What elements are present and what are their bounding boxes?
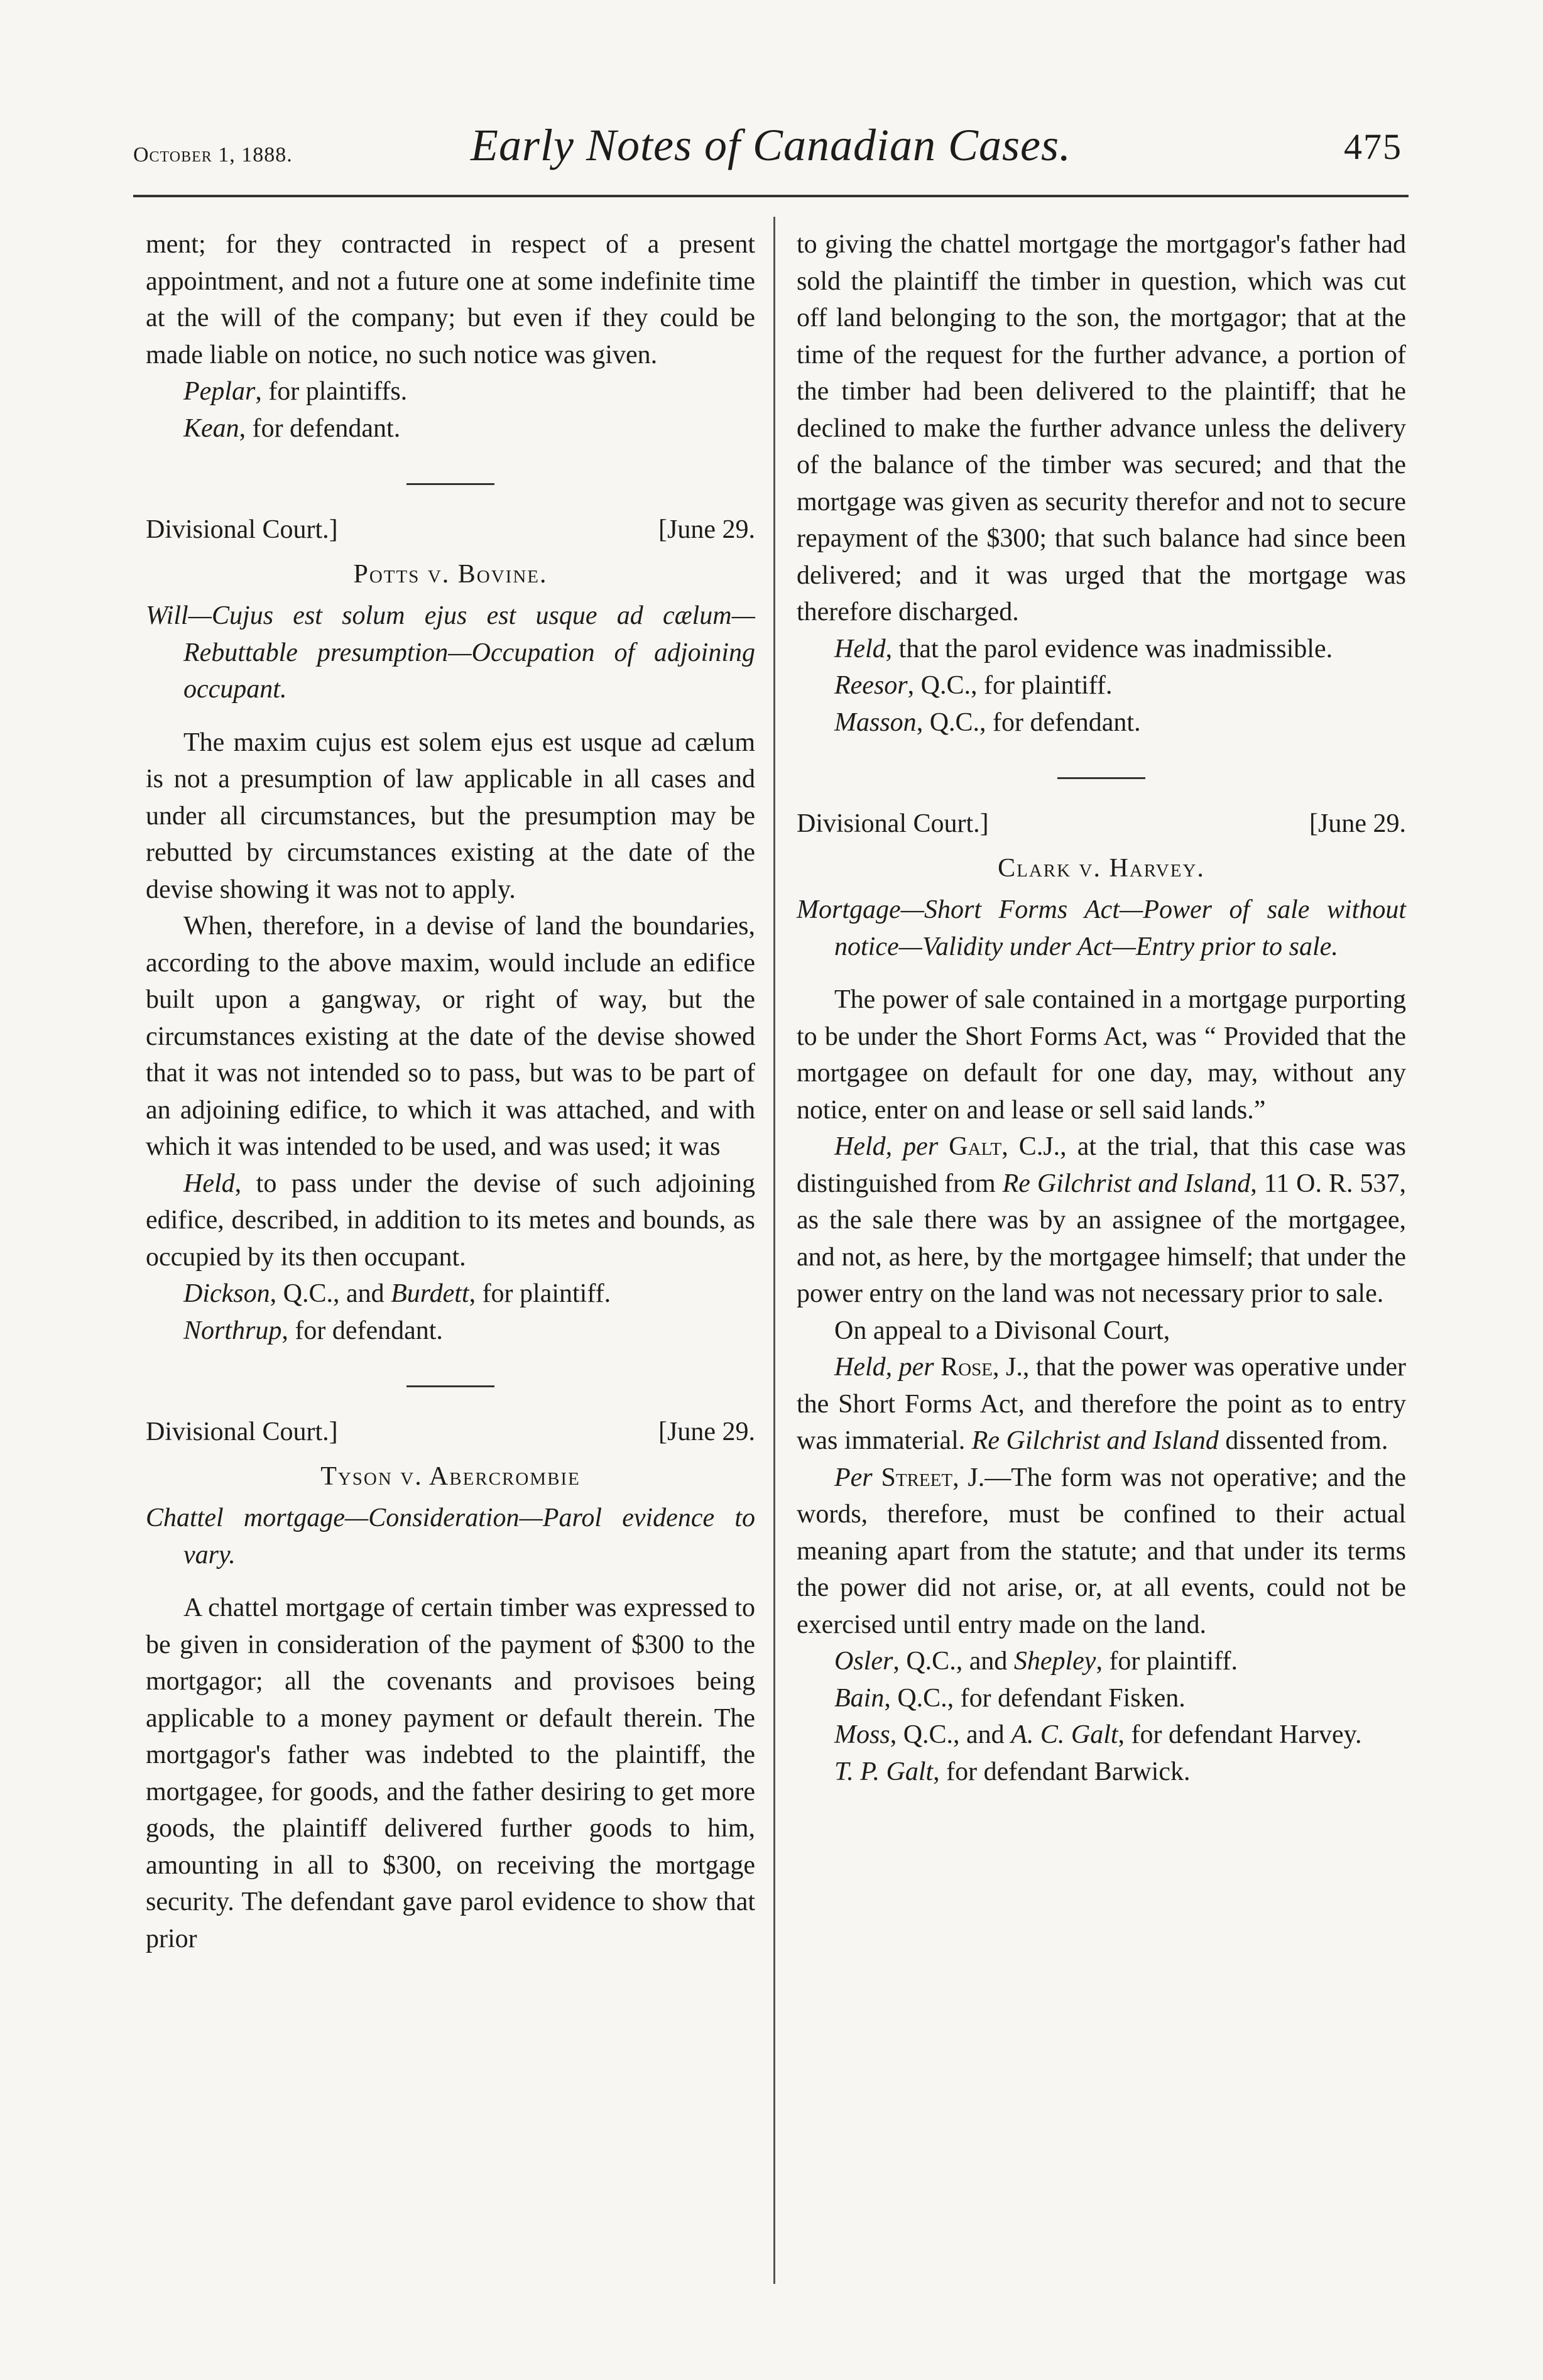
right-column [797,226,1406,1790]
issue-date: October 1, 1888. [133,143,293,166]
continued-paragraph: to giving the chattel mortgage the mortgagor's father had sold the plaintiff the timber in question, which was cut off land belonging to the son, the mortgagor; that at the time of the request for the further advance, a portion of the timber had been delivered to the plaintiff; that he declined to make the further advance unless the delivery of the balance of the timber was secured; and that the mortgage was given as security therefor and not to secure repayment of the $300; that such balance had since been delivered; and it was urged that the mortgage was therefore discharged. [797,230,1406,626]
page-header [133,119,1409,188]
held-text: , to pass under the devise of such adjoining edifice, described, in addition to its metes and bounds, as occupied by its then occupant. [146,1169,755,1272]
counsel-line [146,410,755,447]
case-headnote: Chattel mortgage—Consideration—Parol evidence to vary. [146,1504,755,1569]
counsel-name: Osler [834,1647,893,1676]
per-paragraph [797,1460,1406,1644]
held-text: , 11 O. R. 537, as the sale there was by an assignee of the mortgagee, and not, as here, by the mortgagee himself; that under the power entry on the land was not necessary prior to sale. [797,1169,1406,1308]
court-line [146,511,755,549]
counsel-name: Dickson [183,1279,270,1308]
held-text: , J., that the power was operative under the Short Forms Act, and therefore the point as to entry was immaterial. [797,1353,1406,1455]
continued-paragraph: ment; for they contracted in respect of a present appointment, and not a future one at some indefinite time at the will of the company; but even if they could be made liable on notice, no such notice was given. [146,230,755,369]
counsel-role: , for defendant. [239,413,401,443]
counsel-role: , for plaintiff. [1096,1647,1238,1676]
section-separator [406,1385,494,1387]
counsel-line [797,704,1406,741]
section-separator [406,483,494,485]
held-label: Held [183,1169,235,1198]
counsel-line [797,1717,1406,1754]
case-headnote: Mortgage—Short Forms Act—Power of sale without notice—Validity under Act—Entry prior to sale. [797,895,1406,961]
judge-name: Galt [949,1132,1002,1161]
journal-title: Early Notes of Canadian Cases. [470,120,1071,170]
held-paragraph [797,631,1406,668]
counsel-role: , Q.C., for defendant. [916,707,1141,737]
decision-date: [June 29. [658,1417,755,1446]
counsel-line [146,373,755,410]
cited-case: Re Gilchrist and Island [1002,1169,1251,1198]
counsel-role: , for defendant Barwick. [933,1757,1191,1786]
appeal-paragraph: On appeal to a Divisonal Court, [834,1316,1170,1345]
case-title: Potts v. Bovine. [353,559,548,589]
counsel-role: , Q.C., and [890,1720,1011,1749]
counsel-role: , for defendant Harvey. [1118,1720,1362,1749]
held-text: , that the parol evidence was inadmissible. [885,634,1333,663]
court-line [146,1414,755,1451]
per-label: Per [834,1463,873,1492]
counsel-connector: , Q.C., and [270,1279,391,1308]
held-label: Held, per [834,1353,934,1382]
section-separator [1057,777,1145,779]
counsel-role: , Q.C., for plaintiff. [907,671,1113,700]
counsel-role: , for plaintiffs. [255,377,408,406]
judge-name: Street [881,1463,953,1492]
case-paragraph: The maxim cujus est solem ejus est usque ad cælum is not a presumption of law applicable in all cases and under all circumstances, but the presumption may be rebutted by circumstances existing at the date of the devise showing it was not to apply. [146,728,755,904]
held-text: , C.J., at the trial, that this case was distinguished from [797,1132,1406,1198]
held-text: dissented from. [1218,1426,1388,1455]
held-paragraph [797,1349,1406,1460]
per-text: , J.—The form was not operative; and the words, therefore, must be confined to their actual meaning apart from the statute; and that under its terms the power did not arise, or, at all events, could not be exercised until entry made on the land. [797,1463,1407,1639]
held-label: Held, per [834,1132,939,1161]
held-label: Held [834,634,886,663]
counsel-role: , Q.C., for defendant Fisken. [884,1683,1186,1713]
counsel-name: T. P. Galt [834,1757,934,1786]
cited-case: Re Gilchrist and Island [971,1426,1219,1455]
counsel-name: Reesor [834,671,908,700]
court-line [797,805,1406,843]
counsel-name: Moss [834,1720,890,1749]
counsel-name: Peplar [183,377,256,406]
counsel-role: , for defendant. [281,1316,443,1345]
counsel-role: , Q.C., and [893,1647,1014,1676]
case-paragraph: The power of sale contained in a mortgage purporting to be under the Short Forms Act, was “ Provided that the mortgagee on default for one day, may, without any notice, enter on and lease or sell said lands.” [797,985,1406,1125]
page-number: 475 [1344,126,1402,167]
counsel-role: , for plaintiff. [469,1279,611,1308]
counsel-line [797,1754,1406,1791]
counsel-name: Shepley [1013,1647,1096,1676]
counsel-line [146,1275,755,1313]
court-name: Divisional Court.] [146,515,338,544]
court-name: Divisional Court.] [146,1417,338,1446]
decision-date: [June 29. [1309,809,1406,838]
case-paragraph: A chattel mortgage of certain timber was expressed to be given in consideration of the payment of $300 to the mortgagor; all the covenants and provisoes being applicable to a money payment or default therein. The mortgagor's father was indebted to the plaintiff, the mortgagee, for goods, and the father desiring to get more goods, the plaintiff delivered further goods to him, amounting in all to $300, on receiving the mortgage security. The defendant gave parol evidence to show that prior [146,1593,755,1953]
counsel-name: Kean [183,413,239,443]
decision-date: [June 29. [658,515,755,544]
counsel-name: Masson [834,707,917,737]
counsel-line [797,667,1406,704]
counsel-name: Burdett [391,1279,469,1308]
case-title: Clark v. Harvey. [998,853,1205,883]
case-paragraph: When, therefore, in a devise of land the boundaries, according to the above maxim, would include an edifice built upon a gangway, or right of way, but the circumstances existing at the date of the devise showed that it was not intended so to pass, but was to be part of an adjoining edifice, to which it was attached, and with which it was intended to be used, and was used; it was [146,912,755,1161]
held-paragraph [146,1165,755,1276]
case-title: Tyson v. Abercrombie [320,1461,581,1491]
column-divider [773,217,775,2284]
counsel-name: Bain [834,1683,885,1713]
counsel-name: Northrup [183,1316,282,1345]
court-name: Divisional Court.] [797,809,989,838]
counsel-line [797,1643,1406,1680]
case-headnote: Will—Cujus est solum ejus est usque ad cælum—Rebuttable presumption—Occupation of adjoining occupant. [146,601,755,704]
counsel-line [146,1313,755,1350]
held-paragraph [797,1128,1406,1313]
counsel-name: A. C. Galt [1011,1720,1118,1749]
left-column [146,226,755,1957]
judge-name: Rose [941,1353,993,1382]
header-rule [133,195,1409,197]
counsel-line [797,1680,1406,1717]
